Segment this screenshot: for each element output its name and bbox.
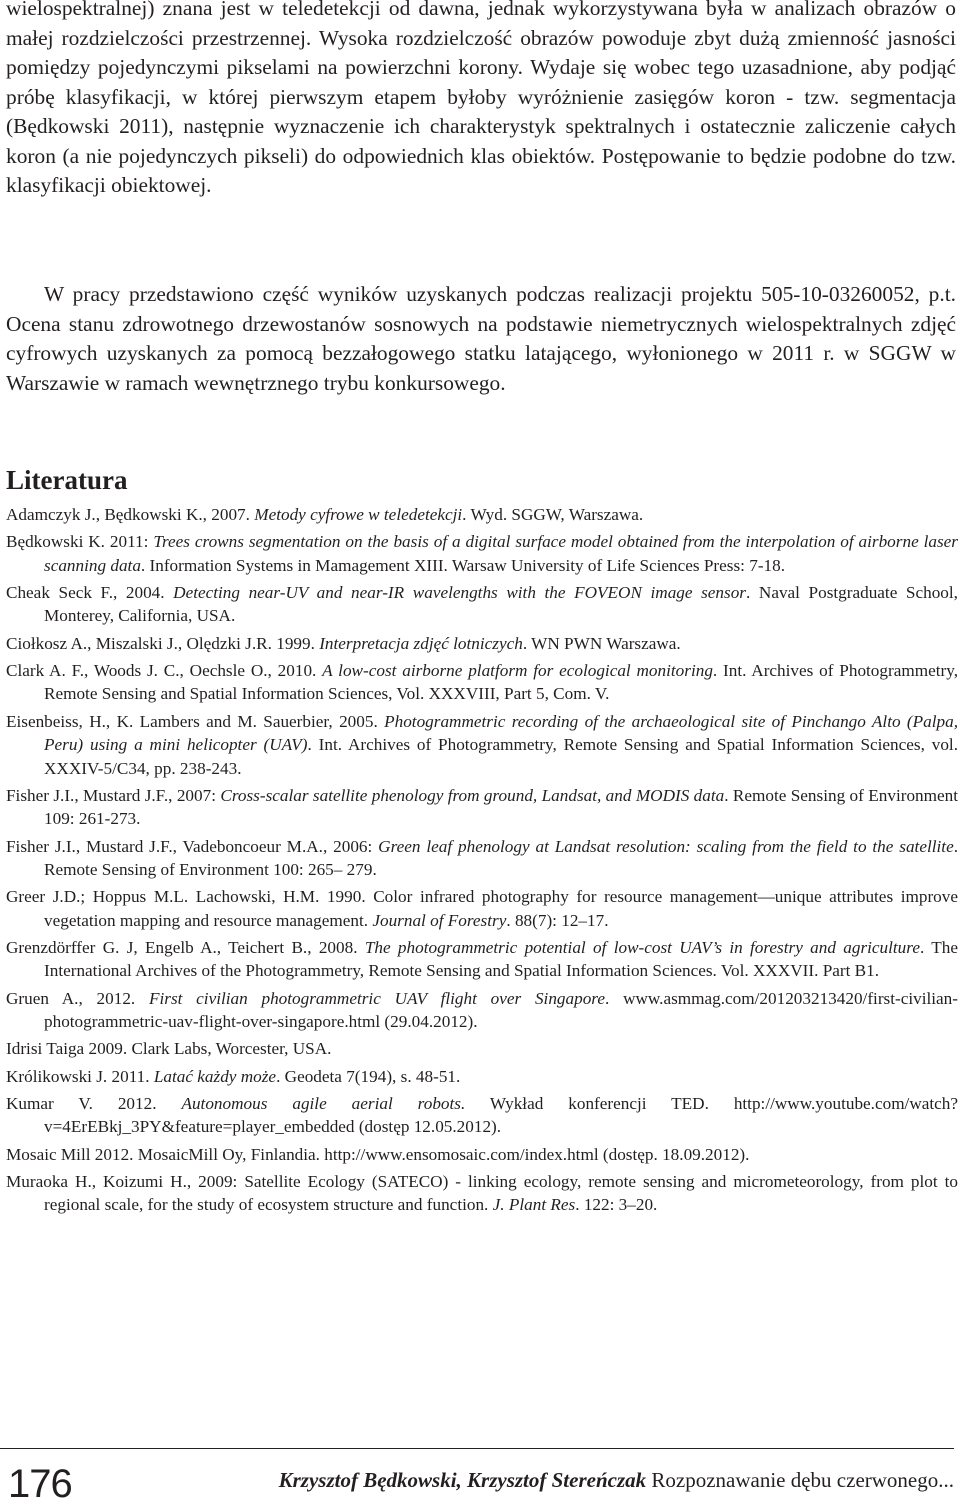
- reference-tail: . Geodeta 7(194), s. 48-51.: [276, 1066, 461, 1086]
- reference-entry: [6, 1092, 958, 1139]
- reference-lead: Fisher J.I., Mustard J.F., Vadeboncoeur M.A., 2006:: [6, 836, 379, 856]
- reference-title: Interpretacja zdjęć lotniczych: [319, 633, 523, 653]
- reference-lead: Grenzdörffer G. J, Engelb A., Teichert B., 2008.: [6, 937, 365, 957]
- page-number: 176: [8, 1462, 72, 1506]
- reference-lead: Idrisi Taiga 2009. Clark Labs, Worcester, USA.: [6, 1039, 332, 1059]
- footer-divider: [0, 1448, 954, 1449]
- references-heading: Literatura: [6, 465, 128, 495]
- reference-tail: . 122: 3–20.: [575, 1195, 658, 1215]
- reference-lead: Będkowski K. 2011:: [6, 532, 154, 552]
- reference-lead: Cheak Seck F., 2004.: [6, 583, 174, 602]
- reference-entry: [6, 530, 958, 577]
- reference-tail: . WN PWN Warszawa.: [522, 633, 681, 653]
- reference-tail: . www.asmmag.com/201203213420/first-civilian-photogrammetric-uav-flight-over-singapore.html (29.04.2012).: [44, 988, 958, 1032]
- reference-tail: . Remote Sensing of Environment 109: 261-273.: [44, 785, 958, 829]
- reference-entry: [6, 659, 958, 706]
- reference-entry: [6, 1065, 958, 1088]
- reference-title: Latać każdy może: [153, 1066, 277, 1086]
- reference-tail: . Int. Archives of Photogrammetry, Remote Sensing and Spatial Information Sciences, Vol. XXXVIII, Part 5, Com. V.: [44, 661, 958, 704]
- reference-title: Trees crowns segmentation on the basis of a digital surface model obtained from the interpolation of airborne laser scanning data: [44, 532, 958, 575]
- reference-title: Metody cyfrowe w teledetekcji: [254, 505, 463, 524]
- reference-lead: Ciołkosz A., Miszalski J., Olędzki J.R. 1999.: [6, 633, 320, 653]
- footer-running-title: Rozpoznawanie dębu czerwonego...: [646, 1468, 954, 1492]
- reference-lead: Adamczyk J., Będkowski K., 2007.: [6, 505, 255, 524]
- reference-lead: Fisher J.I., Mustard J.F., 2007:: [6, 785, 221, 805]
- reference-entry: [6, 936, 958, 983]
- running-footer: [279, 1468, 954, 1493]
- reference-lead: Kumar V. 2012.: [6, 1093, 182, 1113]
- reference-tail: Wykład konferencji TED. http://www.youtube.com/watch?v=4ErEBkj_3PY&feature=player_embedded (dostęp 12.05.2012).: [44, 1093, 959, 1137]
- footer-authors: Krzysztof Będkowski, Krzysztof Stereńczak: [278, 1468, 647, 1492]
- reference-lead: Muraoka H., Koizumi H., 2009: Satellite Ecology (SATECO) - linking ecology, remote sensing and micrometeorology, from plot to regional scale, for the study of ecosystem structure and function.: [6, 1171, 958, 1215]
- reference-title: J. Plant Res: [492, 1195, 576, 1215]
- reference-title: First civilian photogrammetric UAV flight over Singapore: [148, 988, 605, 1008]
- reference-entry: [6, 987, 958, 1034]
- reference-lead: Królikowski J. 2011.: [6, 1066, 154, 1086]
- reference-entry: [6, 503, 958, 526]
- reference-title: Cross-scalar satellite phenology from ground, Landsat, and MODIS data: [220, 785, 725, 805]
- reference-title: The photogrammetric potential of low-cost UAV’s in forestry and agriculture: [364, 937, 920, 957]
- reference-entry: [6, 885, 958, 932]
- reference-entry: [6, 632, 958, 655]
- reference-tail: . The International Archives of the Photogrammetry, Remote Sensing and Spatial Information Sciences. Vol. XXXVII. Part B1.: [44, 937, 958, 981]
- reference-title: A low-cost airborne platform for ecological monitoring: [322, 661, 713, 680]
- reference-tail: . 88(7): 12–17.: [506, 910, 609, 930]
- reference-entry: [6, 581, 958, 628]
- reference-lead: Eisenbeiss, H., K. Lambers and M. Sauerbier, 2005.: [6, 711, 385, 731]
- reference-tail: . Naval Postgraduate School, Monterey, California, USA.: [44, 583, 958, 626]
- reference-lead: Mosaic Mill 2012. MosaicMill Oy, Finlandia. http://www.ensomosaic.com/index.html (dostęp. 18.09.2012).: [6, 1144, 750, 1164]
- body-paragraph: W pracy przedstawiono część wyników uzyskanych podczas realizacji projektu 505-10-03260052, p.t. Ocena stanu zdrowotnego drzewostanów sosnowych na podstawie niemetrycznych wielospektralnych zdjęć cyfrowych uzyskanych za pomocą bezzałogowego statku latającego, wyłonionego w 2011 r. w SGGW w Warszawie w ramach wewnętrznego trybu konkursowego.: [6, 282, 956, 395]
- reference-tail: . Information Systems in Mamagement XIII. Warsaw University of Life Sciences Press: 7-18.: [140, 555, 786, 575]
- reference-title: Green leaf phenology at Landsat resolution: scaling from the field to the satellite: [378, 836, 954, 856]
- reference-title: Journal of Forestry: [372, 910, 507, 930]
- reference-entry: [6, 784, 958, 831]
- reference-entry: [6, 1037, 958, 1060]
- reference-entry: [6, 710, 958, 780]
- reference-title: Photogrammetric recording of the archaeological site of Pinchango Alto (Palpa, Peru) using a mini helicopter (UAV): [44, 711, 958, 755]
- reference-lead: Greer J.D.; Hoppus M.L. Lachowski, H.M. 1990. Color infrared photography for resource management—unique attributes improve vegetation mapping and resource management.: [6, 887, 958, 930]
- reference-title: Autonomous agile aerial robots.: [181, 1093, 466, 1113]
- reference-list: [6, 503, 958, 1221]
- reference-title: Detecting near-UV and near-IR wavelengths with the FOVEON image sensor: [173, 583, 747, 602]
- body-paragraph: wielospektralnej) znana jest w teledetekcji od dawna, jednak wykorzystywana była w analizach obrazów o małej rozdzielczości przestrzennej. Wysoka rozdzielczość obrazów powoduje zbyt dużą zmienność jasności pomiędzy pojedynczymi pikselami na powierzchni korony. Wydaje się wobec tego uzasadnione, aby podjąć próbę klasyfikacji, w której pierwszym etapem byłoby wyróżnienie zasięgów koron - tzw. segmentacja (Będkowski 2011), następnie wyznaczenie ich charakterystyk spektralnych i ostatecznie zaliczenie całych koron (a nie pojedynczych pikseli) do odpowiednich klas obiektów. Postępowanie to będzie podobne do tzw. klasyfikacji obiektowej.: [6, 0, 956, 197]
- reference-tail: . Wyd. SGGW, Warszawa.: [462, 505, 644, 524]
- reference-entry: [6, 1170, 958, 1217]
- reference-lead: Gruen A., 2012.: [6, 988, 149, 1008]
- reference-tail: . Remote Sensing of Environment 100: 265– 279.: [44, 836, 958, 879]
- reference-entry: [6, 1143, 958, 1166]
- reference-entry: [6, 835, 958, 882]
- reference-tail: . Int. Archives of Photogrammetry, Remote Sensing and Spatial Information Sciences, vol. XXXIV-5/C34, pp. 238-243.: [44, 735, 958, 778]
- reference-lead: Clark A. F., Woods J. C., Oechsle O., 2010.: [6, 661, 323, 680]
